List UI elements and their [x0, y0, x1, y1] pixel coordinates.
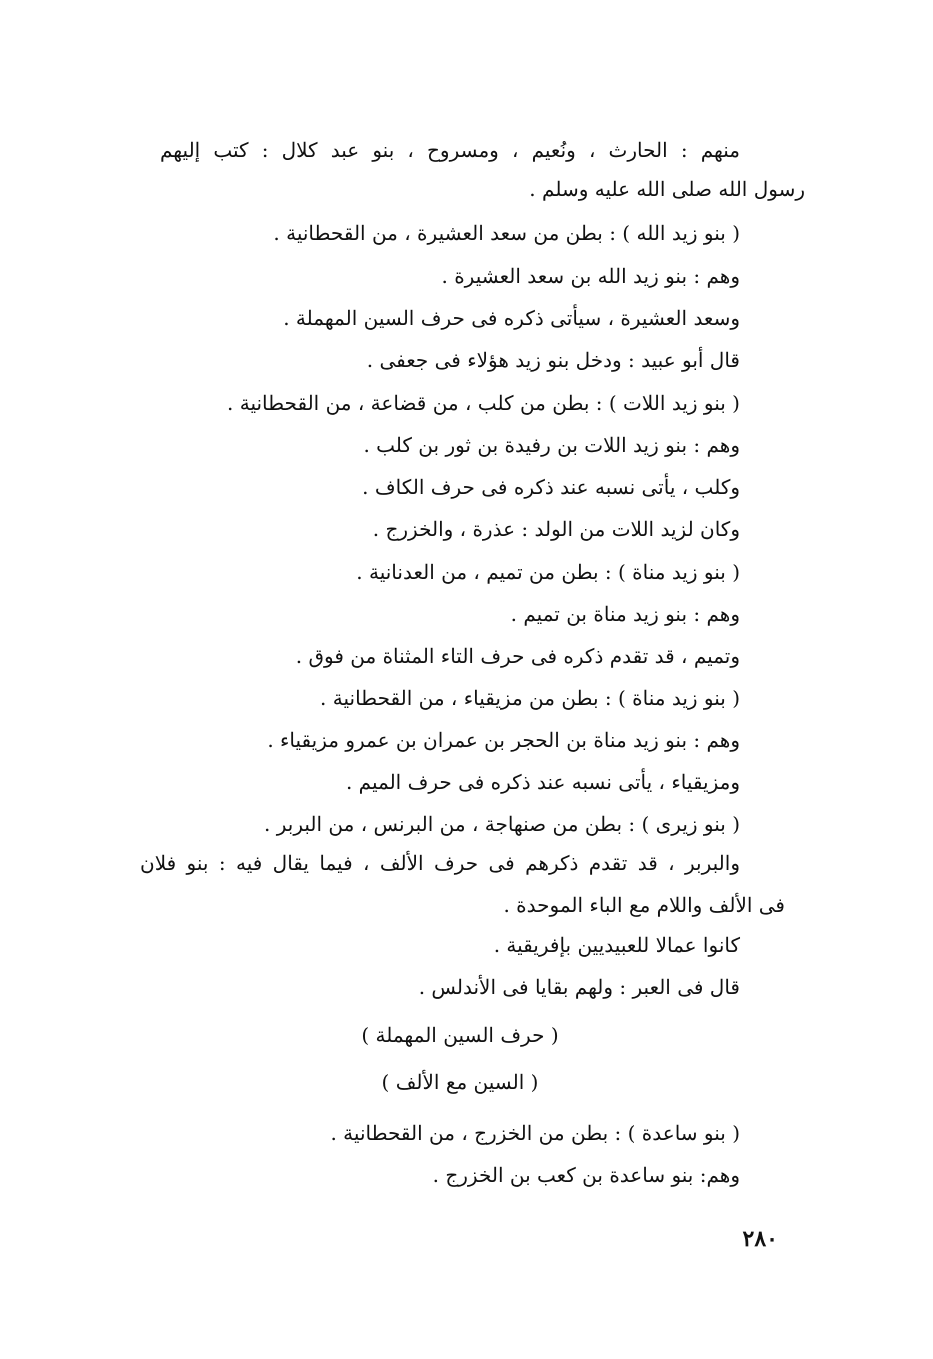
text-line: وهم : بنو زيد الله بن سعد العشيرة .: [441, 264, 740, 288]
text-line: ومزيقياء ، يأتى نسبه عند ذكره فى حرف الميم .: [345, 770, 740, 794]
text-line: ( بنو زيد مناة ) : بطن من مزيقياء ، من القحطانية .: [320, 686, 740, 710]
text-line: منهم : الحارث ، ونُعيم ، ومسروح ، بنو عبد كلال : كتب إليهم: [160, 138, 740, 162]
text-line: وهم : بنو زيد مناة بن تميم .: [510, 602, 740, 626]
section-heading: ( حرف السين المهملة ): [361, 1023, 559, 1047]
text-line: وتميم ، قد تقدم ذكره فى حرف التاء المثناة من فوق .: [295, 644, 740, 668]
text-line: ( بنو زيد الله ) : بطن من سعد العشيرة ، من القحطانية .: [273, 221, 740, 245]
text-line: والبربر ، قد تقدم ذكرهم فى حرف الألف ، فيما يقال فيه : بنو فلان: [140, 851, 740, 875]
text-line: قال فى العبر : ولهم بقايا فى الأندلس .: [418, 975, 740, 999]
text-line: رسول الله صلى الله عليه وسلم .: [529, 177, 805, 201]
page-number: ٢٨٠: [742, 1226, 778, 1252]
text-line: وكان لزيد اللات من الولد : عذرة ، والخزرج .: [372, 517, 740, 541]
text-line: فى الألف واللام مع الباء الموحدة .: [503, 893, 785, 917]
text-line: ( بنو زيد اللات ) : بطن من كلب ، من قضاعة ، من القحطانية .: [227, 391, 740, 415]
text-line: وكلب ، يأتى نسبه عند ذكره فى حرف الكاف .: [362, 475, 740, 499]
text-line: وهم : بنو زيد اللات بن رفيدة بن ثور بن كلب .: [363, 433, 740, 457]
text-line: كانوا عمالا للعبيديين بإفريقية .: [493, 933, 740, 957]
text-line: ( بنو زيد مناة ) : بطن من تميم ، من العدنانية .: [356, 560, 740, 584]
text-line: قال أبو عبيد : ودخل بنو زيد هؤلاء فى جعفى .: [366, 348, 740, 372]
text-line: ( بنو زيرى ) : بطن من صنهاجة ، من البرنس ، من البربر .: [264, 812, 740, 836]
text-line: وهم: بنو ساعدة بن كعب بن الخزرج .: [432, 1163, 740, 1187]
section-subheading: ( السين مع الألف ): [381, 1070, 539, 1094]
text-line: وهم : بنو زيد مناة بن الحجر بن عمران بن عمرو مزيقياء .: [267, 728, 740, 752]
text-line: ( بنو ساعدة ) : بطن من الخزرج ، من القحطانية .: [330, 1121, 740, 1145]
text-line: وسعد العشيرة ، سيأتى ذكره فى حرف السين المهملة .: [283, 306, 740, 330]
